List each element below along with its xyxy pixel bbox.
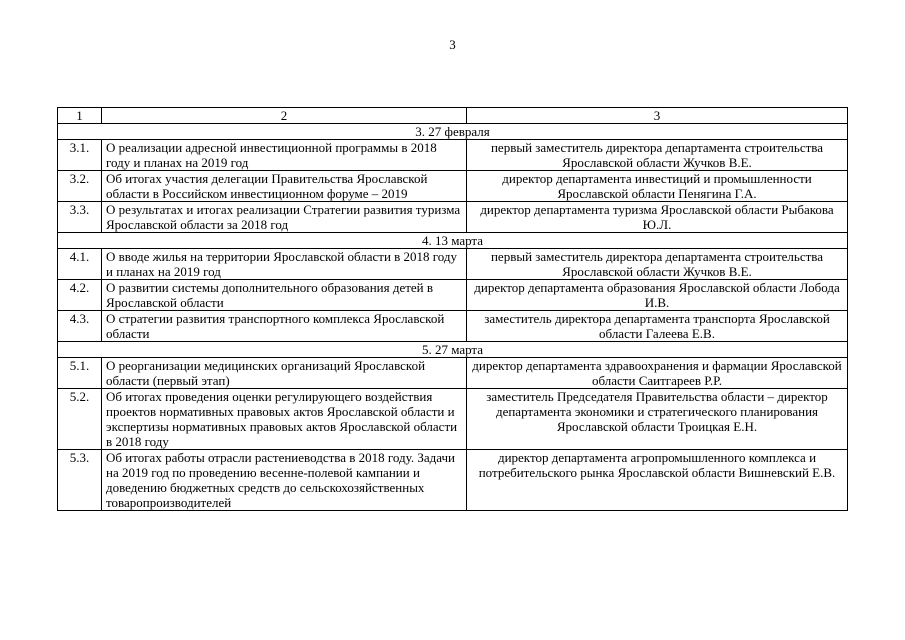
item-number: 4.3. <box>58 311 102 342</box>
item-number: 3.1. <box>58 140 102 171</box>
item-responsible: директор департамента образования Ярославской области Лобода И.В. <box>467 280 848 311</box>
section-header-row <box>58 342 848 358</box>
table-row <box>58 358 848 389</box>
item-responsible: директор департамента здравоохранения и фармации Ярославской области Саитгареев Р.Р. <box>467 358 848 389</box>
item-responsible: директор департамента инвестиций и промышленности Ярославской области Пенягина Г.А. <box>467 171 848 202</box>
item-topic: Об итогах работы отрасли растениеводства в 2018 году. Задачи на 2019 год по проведению весенне-полевой кампании и доведению бюджетных средств до сельскохозяйственных товаропроизводителей <box>102 450 467 511</box>
item-topic: О вводе жилья на территории Ярославской области в 2018 году и планах на 2019 год <box>102 249 467 280</box>
section-title: 3. 27 февраля <box>58 124 848 140</box>
table-row <box>58 311 848 342</box>
item-topic: О стратегии развития транспортного комплекса Ярославской области <box>102 311 467 342</box>
item-number: 5.2. <box>58 389 102 450</box>
column-header-number: 1 <box>58 108 102 124</box>
table-header-row <box>58 108 848 124</box>
item-responsible: директор департамента туризма Ярославской области Рыбакова Ю.Л. <box>467 202 848 233</box>
section-title: 5. 27 марта <box>58 342 848 358</box>
item-number: 5.3. <box>58 450 102 511</box>
item-topic: Об итогах проведения оценки регулирующего воздействия проектов нормативных правовых актов Ярославской области и экспертизы нормативных правовых актов Ярославской области в 2018 году <box>102 389 467 450</box>
item-number: 5.1. <box>58 358 102 389</box>
item-responsible: директор департамента агропромышленного комплекса и потребительского рынка Ярославской области Вишневский Е.В. <box>467 450 848 511</box>
page-number: 3 <box>449 37 456 52</box>
item-topic: Об итогах участия делегации Правительства Ярославской области в Российском инвестиционном форуме – 2019 <box>102 171 467 202</box>
item-topic: О результатах и итогах реализации Стратегии развития туризма Ярославской области за 2018 год <box>102 202 467 233</box>
item-responsible: заместитель Председателя Правительства области – директор департамента экономики и стратегического планирования Ярославской области Троицкая Е.Н. <box>467 389 848 450</box>
section-title: 4. 13 марта <box>58 233 848 249</box>
section-header-row <box>58 233 848 249</box>
table-row <box>58 280 848 311</box>
table-row <box>58 450 848 511</box>
item-topic: О реализации адресной инвестиционной программы в 2018 году и планах на 2019 год <box>102 140 467 171</box>
section-header-row <box>58 124 848 140</box>
item-responsible: первый заместитель директора департамента строительства Ярославской области Жучков В.Е. <box>467 249 848 280</box>
item-number: 3.3. <box>58 202 102 233</box>
table-row <box>58 389 848 450</box>
item-topic: О развитии системы дополнительного образования детей в Ярославской области <box>102 280 467 311</box>
agenda-table <box>57 107 848 511</box>
item-topic: О реорганизации медицинских организаций Ярославской области (первый этап) <box>102 358 467 389</box>
table-row <box>58 249 848 280</box>
item-responsible: первый заместитель директора департамента строительства Ярославской области Жучков В.Е. <box>467 140 848 171</box>
table-row <box>58 202 848 233</box>
table-row <box>58 171 848 202</box>
item-number: 4.2. <box>58 280 102 311</box>
item-number: 3.2. <box>58 171 102 202</box>
item-responsible: заместитель директора департамента транспорта Ярославской области Галеева Е.В. <box>467 311 848 342</box>
table-row <box>58 140 848 171</box>
column-header-topic: 2 <box>102 108 467 124</box>
column-header-responsible: 3 <box>467 108 848 124</box>
item-number: 4.1. <box>58 249 102 280</box>
